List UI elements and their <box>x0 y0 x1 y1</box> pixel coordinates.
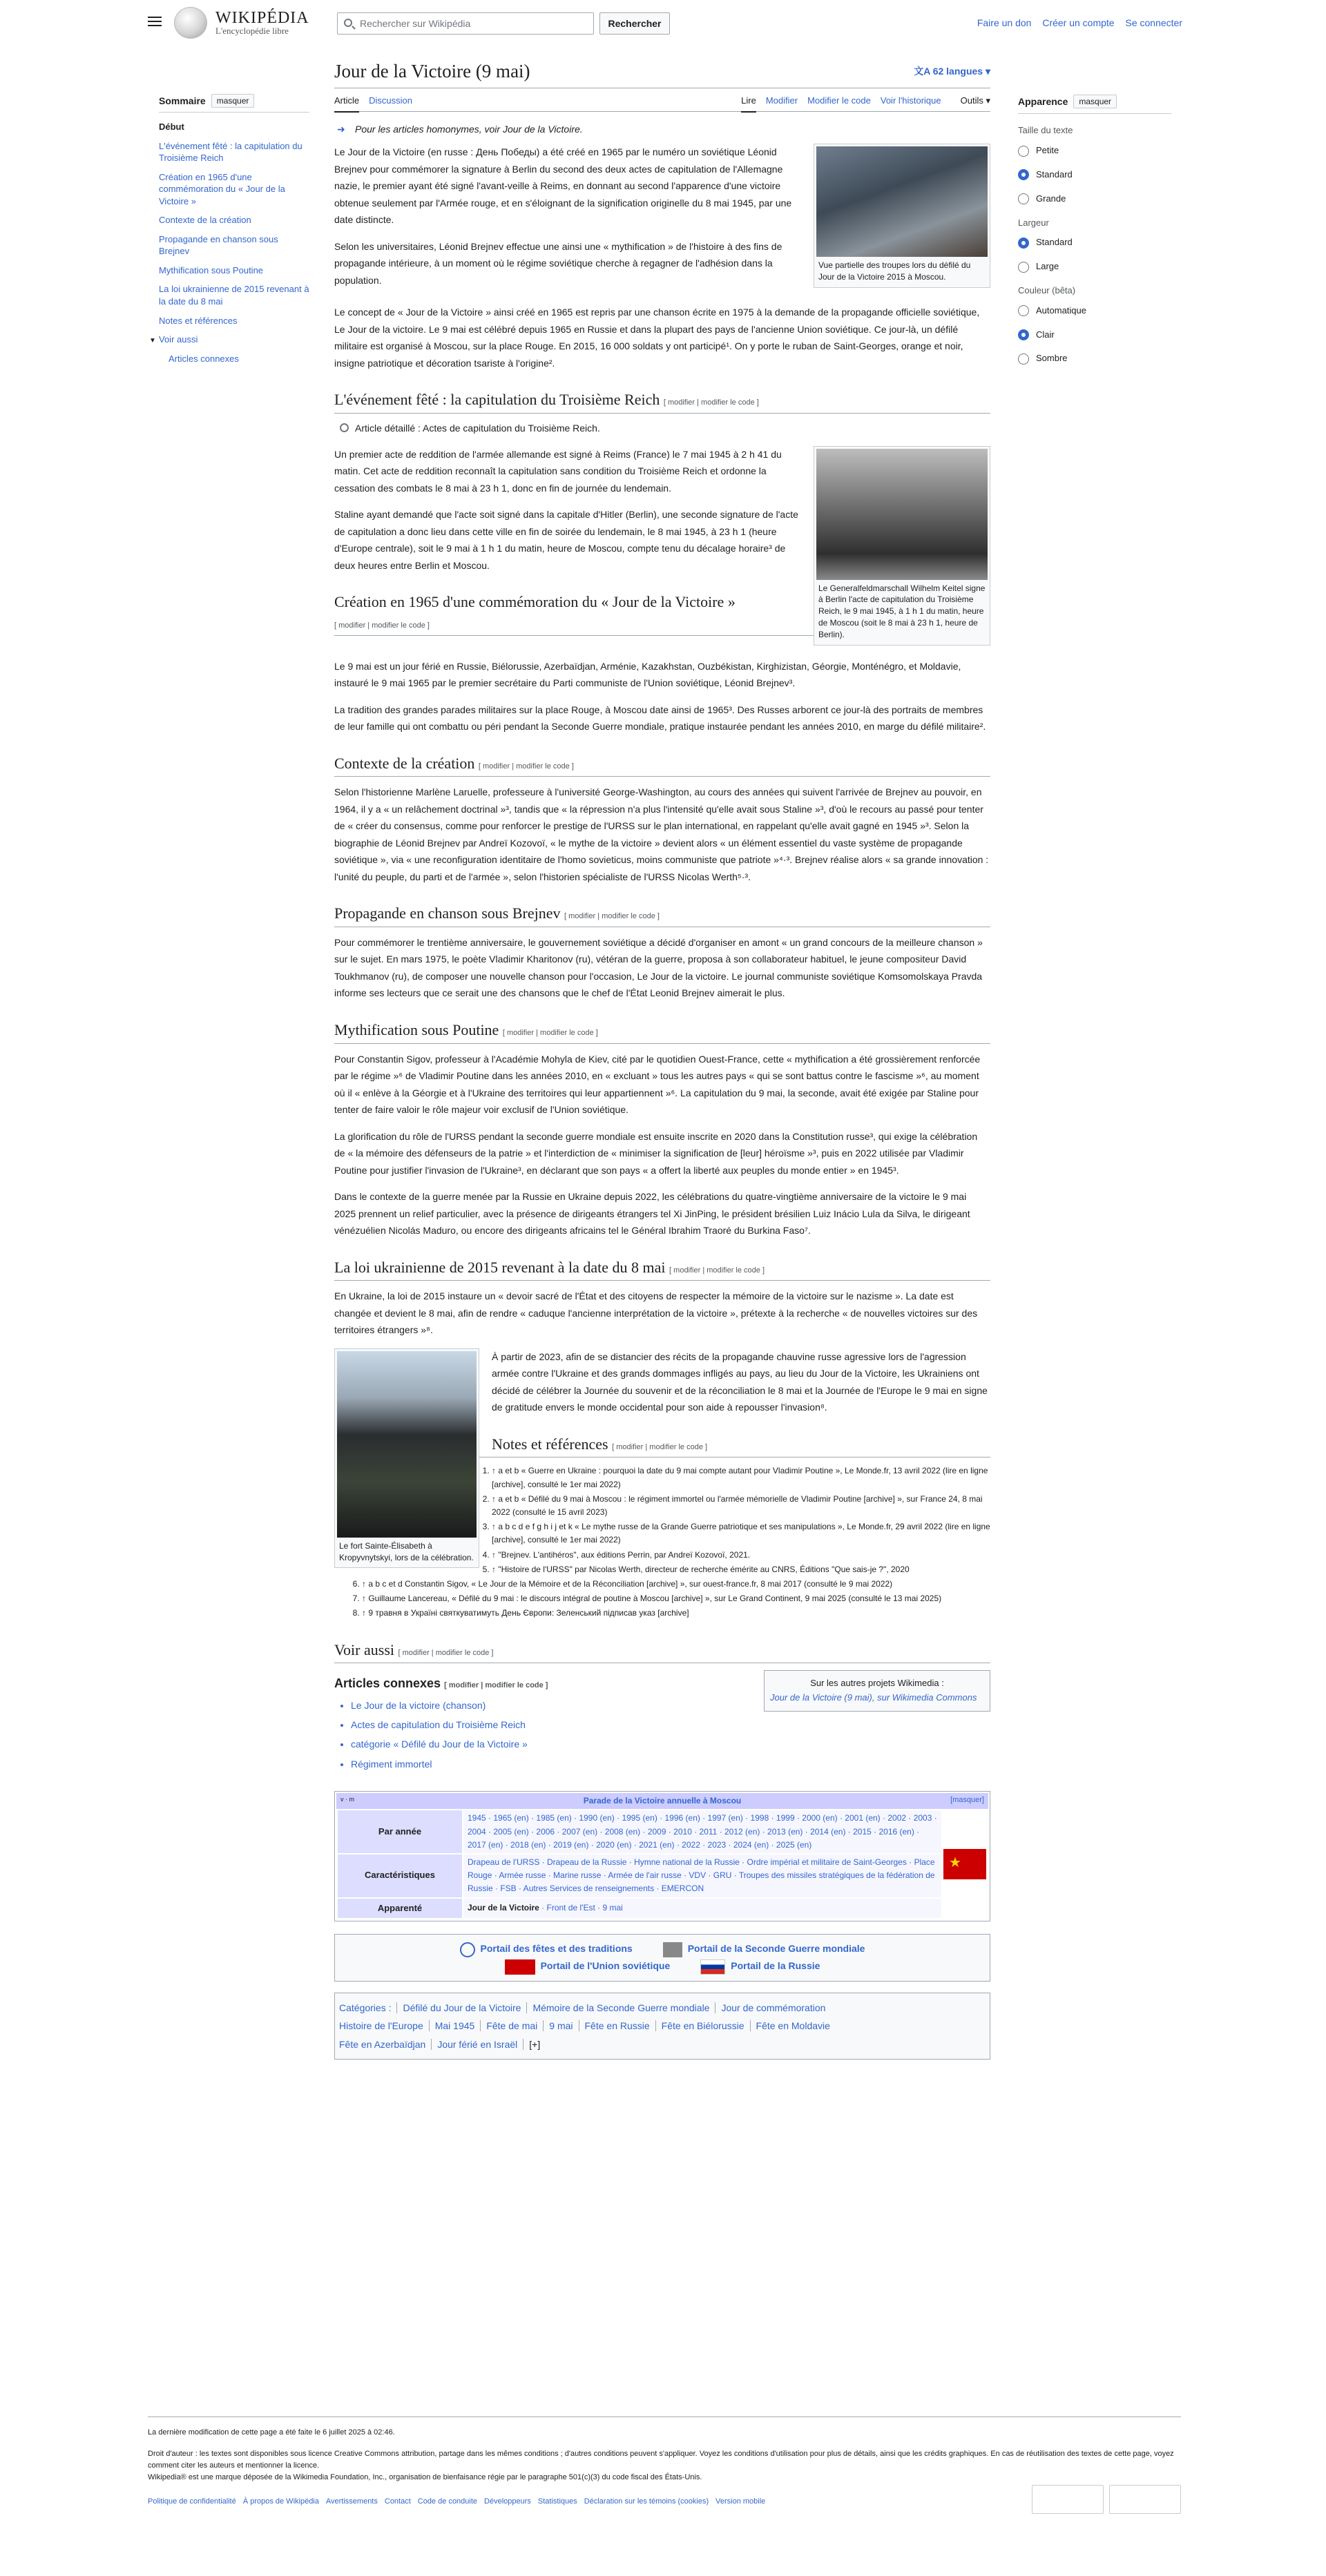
edit-links[interactable]: [ modifier | modifier le code ] <box>564 912 660 921</box>
paragraph: À partir de 2023, afin de se distancier des récits de la propagande chauvine russe agressive lors de l'agression armée contre l'Ukraine et des grands dommages infligés au pays, au lieu du Jour de la Victoire, les Ukrainiens ont décidé de célébrer la Journée du souvenir et de la réconciliation le 8 mai et la Journée de l'Europe le 9 mai en signe de gratitude envers le monde occidental pour son aide à repousser l'invasion⁸. <box>492 1350 988 1413</box>
toc-subitem[interactable]: Articles connexes <box>169 353 239 364</box>
reference-item: 6. ↑ a b c et d Constantin Sigov, « Le Jour de la Mémoire et de la Réconciliation [archive] », sur ouest-france.fr, 8 mai 2017 (consulté le 9 mai 2022) <box>362 1578 990 1591</box>
section-title: Voir aussi <box>334 1640 394 1658</box>
article-content <box>334 59 990 2060</box>
detailed-article-note: Article détaillé : Actes de capitulation du Troisième Reich. <box>355 420 990 436</box>
section-heading <box>334 753 990 777</box>
list-item[interactable]: • Actes de capitulation du Troisième Reich <box>351 1717 990 1732</box>
section-heading <box>334 903 990 927</box>
site-header <box>144 0 1182 44</box>
keitel-image[interactable] <box>816 449 988 580</box>
toc-item[interactable]: Début <box>159 122 184 132</box>
navbox-row <box>338 1899 987 1919</box>
color-option[interactable] <box>1018 304 1171 318</box>
section-heading <box>334 1020 990 1044</box>
user-links <box>969 15 1182 30</box>
toc-item[interactable]: Notes et références <box>159 315 238 326</box>
option-label: Petite <box>1036 145 1059 156</box>
reference-item: 4. ↑ "Brejnev. L'antihéros", aux éditions Perrin, par Andreï Kozovoï, 2021. <box>362 1549 990 1562</box>
portal-link[interactable] <box>505 1960 671 1971</box>
reference-item: 8. ↑ 9 травня в Україні святкуватимуть День Європи: Зеленський підписав указ [archive] <box>362 1607 990 1620</box>
footer-link[interactable]: Déclaration sur les témoins (cookies) <box>584 2497 709 2506</box>
color-option[interactable] <box>1018 351 1171 366</box>
category-link[interactable]: Jour férié en Israël <box>431 2039 523 2050</box>
radio-button[interactable] <box>1018 146 1029 157</box>
text-size-option[interactable] <box>1018 192 1171 206</box>
reference-item: 3. ↑ a b c d e f g h i j et k « Le mythe russe de la Grande Guerre patriotique et ses manipulations », Le Monde.fr, 29 avril 2022 (lire en ligne [archive], consulté le 1er mai 2022) <box>362 1520 990 1547</box>
appearance-panel <box>1018 94 1171 376</box>
search-icon <box>344 19 352 27</box>
related-links[interactable]: · Front de l'Est · 9 mai <box>539 1903 623 1913</box>
intro-paragraph: Le concept de « Jour de la Victoire » ainsi créé en 1965 est repris par une chanson écrite en 1975 à la demande de la propagande officielle soviétique, Le Jour de la victoire. Le 9 mai est célébré depuis 1965 en Russie et dans la plupart des pays de l'ancienne Union soviétique. Ce jour-là, un défilé militaire est organisé à Moscou, sur la place Rouge. En 2015, 16 000 soldats y ont participé¹. On y porte le ruban de Saint-Georges, orange et noir, insigne patriotique et décoration tsariste à l'origine². <box>334 307 980 369</box>
edit-links[interactable]: [ modifier | modifier le code ] <box>398 1648 494 1657</box>
toc-hide-button[interactable]: masquer <box>211 94 255 108</box>
category-link[interactable]: Fête de mai <box>480 2020 543 2031</box>
navbox-row-links[interactable] <box>463 1899 941 1919</box>
section-title: L'événement fêté : la capitulation du Troisième Reich <box>334 391 660 409</box>
image-caption: Le Generalfeldmarschall Wilhelm Keitel signe à Berlin l'acte de capitulation du Troisième Reich, le 9 mai 1945, à 1 h 1 du matin, heure de Moscou (soit le 8 mai à 23 h 1, heure de Berlin). <box>818 583 986 639</box>
mediawiki-badge[interactable] <box>1109 2485 1181 2514</box>
trademark-text: Wikipedia® est une marque déposée de la Wikimedia Foundation, Inc., organisation de bienfaisance régie par le paragraphe 501(c)(3) du code fiscal des États-Unis. <box>148 2473 702 2482</box>
languages-label: 62 langues <box>932 66 983 77</box>
tab-edit[interactable]: Modifier <box>765 95 798 106</box>
footer-link[interactable]: Code de conduite <box>417 2497 478 2506</box>
navbox-hide-button[interactable]: [masquer] <box>950 1796 984 1805</box>
navbox-table <box>336 1809 988 1919</box>
paragraph: Staline ayant demandé que l'acte soit signé dans la capitale d'Hitler (Berlin), une seconde signature de l'acte de capitulation a donc lieu dans cette ville en fin de soirée du lendemain, le 8 mai 1945, à 23 h 1 (heure d'Europe centrale), soit le 9 mai à 1 h 1 du matin, heure de Moscou, compte tenu du décalage horaire³ de deux heures entre Berlin et Moscou. <box>334 509 798 571</box>
page-footer <box>148 2417 1181 2508</box>
edit-links[interactable]: [ modifier | modifier le code ] <box>669 1266 765 1275</box>
navbox-image <box>943 1810 987 1918</box>
tab-article[interactable]: Article <box>334 94 359 113</box>
radio-button[interactable] <box>1018 193 1029 204</box>
table-of-contents <box>149 94 309 371</box>
navbox-row-links[interactable]: 1945 · 1965 (en) · 1985 (en) · 1990 (en) · 1995 (en) · 1996 (en) · 1997 (en) · 1998 · 1999 · 2000 (en) · 2001 (en) · 2002 · 2003 · 2004 · 2005 (en) · 2006 · 2007 (en) · 2008 (en) · 2009 · 2010 · 2011 · 2012 (en) · 2013 (en) · 2014 (en) · 2015 · 2016 (en) · 2017 (en) · 2018 (en) · 2019 (en) · 2020 (en) · 2021 (en) · 2022 · 2023 · 2024 (en) · 2025 (en) <box>463 1810 941 1853</box>
paragraph: Le 9 mai est un jour férié en Russie, Biélorussie, Azerbaïdjan, Arménie, Kazakhstan, Ouzbékistan, Kirghizistan, Géorgie, Monténégro, et Moldavie, instauré le 9 mai 1965 par le premier secrétaire du Parti communiste de l'Union soviétique, Léonid Brejnev³. <box>334 660 961 689</box>
toc-item[interactable]: La loi ukrainienne de 2015 revenant à la date du 8 mai <box>159 284 309 307</box>
page-title-text: Jour de la Victoire (9 mai) <box>334 61 530 81</box>
toc-item-label: Voir aussi <box>159 334 198 345</box>
tab-read[interactable]: Lire <box>741 94 756 113</box>
toc-item[interactable]: Mythification sous Poutine <box>159 264 264 275</box>
fort-image[interactable] <box>337 1351 477 1538</box>
edit-links[interactable]: [ modifier | modifier le code ] <box>502 1028 598 1037</box>
portal-label: Portail de la Russie <box>731 1960 820 1972</box>
ussr-flag-icon <box>505 1959 535 1975</box>
category-expand[interactable]: [+] <box>523 2039 546 2050</box>
commons-link[interactable]: Jour de la Victoire (9 mai), sur Wikimedia Commons <box>770 1692 977 1703</box>
toc-item[interactable]: Propagande en chanson sous Brejnev <box>159 233 278 257</box>
footer-link[interactable]: Version mobile <box>715 2497 766 2506</box>
radio-button[interactable] <box>1018 262 1029 273</box>
color-label: Couleur (bêta) <box>1018 284 1076 296</box>
radio-button[interactable] <box>1018 305 1029 316</box>
portals-box <box>334 1934 990 1981</box>
tools-label: Outils <box>960 95 983 106</box>
category-link[interactable]: Mémoire de la Seconde Guerre mondiale <box>526 2002 715 2013</box>
logo-subtitle: L'encyclopédie libre <box>215 26 289 36</box>
wikipedia-globe-logo[interactable] <box>174 7 207 39</box>
section-heading <box>334 1640 990 1664</box>
category-link[interactable]: 9 mai <box>543 2020 578 2031</box>
image-caption: Le fort Sainte-Élisabeth à Kropyvnytskyi, lors de la célébration. <box>339 1540 474 1562</box>
text-size-option[interactable] <box>1018 144 1171 158</box>
image-thumbnail <box>814 144 990 288</box>
footer-links <box>148 2496 1181 2508</box>
category-link[interactable]: Fête en Azerbaïdjan <box>339 2038 426 2050</box>
option-label: Sombre <box>1036 353 1068 364</box>
portal-label: Portail de l'Union soviétique <box>540 1960 671 1972</box>
navbox-row <box>338 1854 987 1897</box>
logo-title[interactable]: WIKIPÉDIA <box>215 9 309 27</box>
width-option[interactable] <box>1018 235 1171 250</box>
intro-paragraph: Le Jour de la Victoire (en russe : День Победы) a été créé en 1965 par le numéro un soviétique Léonid Brejnev pour commémorer la signature à Berlin du second des deux actes de capitulation de l'Allemagne nazie, le premier ayant été signé l'avant-veille à Reims, en donnant au second l'apparence d'une victoire obtenue seulement par l'Armée rouge, et en s'éloignant de la signification originelle du 8 mai 1945, par une date distincte. <box>334 146 792 226</box>
image-thumbnail <box>814 446 990 646</box>
option-label: Standard <box>1036 237 1073 248</box>
footer-link[interactable]: Statistiques <box>537 2497 577 2506</box>
text-size-option[interactable] <box>1018 168 1171 182</box>
list-item[interactable]: • catégorie « Défilé du Jour de la Victoire » <box>351 1736 990 1752</box>
category-link[interactable]: Mai 1945 <box>429 2020 481 2031</box>
toc-title: Sommaire <box>159 95 206 106</box>
list-item[interactable]: • Régiment immortel <box>351 1756 990 1772</box>
page-tabs <box>334 88 990 112</box>
width-option[interactable] <box>1018 260 1171 274</box>
section-heading <box>334 389 990 414</box>
edit-links[interactable]: [ modifier | modifier le code ] <box>663 398 759 407</box>
category-link[interactable]: Jour de commémoration <box>715 2002 831 2013</box>
footer-link[interactable]: Contact <box>384 2497 411 2506</box>
portal-link[interactable] <box>460 1943 633 1954</box>
paragraph: La glorification du rôle de l'URSS pendant la seconde guerre mondiale est ensuite inscrite en 2020 dans la Constitution russe³, qui exige la célébration de « la mémoire des défenseurs de la patrie » et l'interdiction de « minimiser la signification de [leur] héroïsme »³, puis en 2022 utilisée par Vladimir Poutine pour justifier l'invasion de l'Ukraine³, en déclarant que son pays « a offert la liberté aux peuples du monde entier » en 1945³. <box>334 1130 978 1176</box>
license-text: Droit d'auteur : les textes sont disponibles sous licence Creative Commons attribution, partage dans les mêmes conditions ; d'autres conditions peuvent s'appliquer. Voyez les conditions d'utilisation pour plus de détails, ainsi que les crédits graphiques. En cas de réutilisation des textes de cette page, voyez comment citer les auteurs et mentionner la licence. <box>148 2450 1174 2470</box>
celebration-icon <box>460 1942 475 1957</box>
image-thumbnail <box>334 1348 479 1569</box>
paragraph: Pour Constantin Sigov, professeur à l'Académie Mohyla de Kiev, cité par le quotidien Ouest-France, cette « mythification a été grossièrement renforcée par le régime »⁶ de Vladimir Poutine dans les années 2010, en « excluant » tous les autres pays « qui se sont battus contre le fascisme »⁶, au moment où il « enlève à la Géorgie et à l'Ukraine des territoires qui leur appartiennent »⁶. La capitulation du 9 mai, la seconde, avait été exigée par Staline pour tenter de faire valoir le rôle majeur voir exclusif de l'Union soviétique. <box>334 1053 981 1116</box>
navbox-vte[interactable]: v · m <box>340 1796 354 1803</box>
login-link[interactable]: Se connecter <box>1125 17 1182 28</box>
ww2-icon <box>663 1942 682 1957</box>
paragraph: Dans le contexte de la guerre menée par la Russie en Ukraine depuis 2022, les célébrations du quatre-vingtième anniversaire de la victoire le 9 mai 2025 prennent un relief particulier, avec la présence de dirigeants étrangers tel Xi JinPing, le président brésilien Luiz Inácio Lula da Silva, le dirigeant vénézuélien Nicolás Maduro, ou encore des dirigeants africains tel le Général Ibrahim Traoré du Burkina Faso⁷. <box>334 1191 970 1237</box>
paragraph: La tradition des grandes parades militaires sur la place Rouge, à Moscou date ainsi de 1965³. Des Russes arborent ce jour-là des portraits de membres de leur famille qui ont combattu ou péri pendant la Seconde Guerre mondiale, pratique instaurée pendant les années 2010, en marge du défilé militaire². <box>334 704 986 733</box>
section-title: La loi ukrainienne de 2015 revenant à la date du 8 mai <box>334 1258 666 1276</box>
navbox-title <box>336 1793 988 1809</box>
toc-item[interactable]: Contexte de la création <box>159 215 251 226</box>
paragraph: Pour commémorer le trentième anniversaire, le gouvernement soviétique a décidé d'organiser en amont « un grand concours de la meilleure chanson » sur le sujet. En mars 1975, le poète Vladimir Kharitonov (ru), vétéran de la guerre, proposa à son collaborateur habituel, le jeune compositeur David Toukhmanov (ru), de composer une nouvelle chanson pour l'occasion, Le Jour de la victoire. Le journal communiste soviétique Komsomolskaya Pravda informe ses lecteurs que ce serait une des chansons que le chef de l'État Leonid Brejnev aimerait le plus. <box>334 936 983 999</box>
donate-link[interactable]: Faire un don <box>977 17 1032 28</box>
parade-image[interactable] <box>816 146 988 257</box>
tab-discussion[interactable]: Discussion <box>369 95 412 106</box>
category-link[interactable]: Histoire de l'Europe <box>339 2020 423 2032</box>
option-label: Standard <box>1036 168 1073 180</box>
category-link[interactable]: Fête en Moldavie <box>750 2020 836 2031</box>
appearance-hide-button[interactable]: masquer <box>1073 95 1117 108</box>
victory-emblem-icon <box>943 1849 986 1879</box>
reference-item: 2. ↑ a et b « Défilé du 9 mai à Moscou : le régiment immortel ou l'armée mémorielle de Vladimir Poutine [archive] », sur France 24, 8 mai 2022 (consulté le 15 avril 2023) <box>362 1493 990 1519</box>
intro-paragraph: Selon les universitaires, Léonid Brejnev effectue une ainsi une « mythification » de l'histoire à des fins de propagande intérieure, à un moment où le régime soviétique cherche à regagner de l'adhésion dans la population. <box>334 240 782 286</box>
section-heading <box>334 1257 990 1281</box>
footer-link[interactable]: Avertissements <box>325 2497 378 2506</box>
portal-link[interactable] <box>700 1960 820 1971</box>
reference-item: 7. ↑ Guillaume Lancereau, « Défilé du 9 mai : le discours intégral de poutine à Moscou [archive] », sur Le Grand Continent, 9 mai 2025 (consulté le 13 mai 2025) <box>362 1592 990 1605</box>
toc-header <box>159 94 309 113</box>
section-title: Mythification sous Poutine <box>334 1020 499 1038</box>
page-title <box>334 59 990 88</box>
paragraph: Selon l'historienne Marlène Laruelle, professeure à l'université George-Washington, au cours des années qui suivent l'arrivée de Brejnev au pouvoir, en 1964, il y a « un relâchement doctrinal »³, tandis que « la répression n'a plus l'intensité qu'elle avait sous Staline »³, d'où le recours au passé pour tenter de « créer du consensus, comme pour renforcer le prestige de l'URSS sur le plan international, en rappelant qu'elle avait gagné en 1945 »³. Selon la biographie de Léonid Brejnev par Andreï Kozovoï, « le mythe de la victoire » devient alors « un élément essentiel du vaste système de propagande soviétique », via « une reconfiguration identitaire de l'homo sovieticus, moins communiste que patriote »⁴·³. Brejnev réalise alors « sa grande innovation : l'unité du peuple, du parti et de l'armée », selon l'historien spécialiste de l'URSS Nicolas Werth⁵·³. <box>334 786 989 882</box>
categories-box <box>334 1993 990 2060</box>
option-label: Automatique <box>1036 304 1086 316</box>
section-title: Création en 1965 d'une commémoration du « Jour de la Victoire » <box>334 593 736 611</box>
navbox-row-label: Caractéristiques <box>338 1854 462 1897</box>
option-label: Grande <box>1036 193 1066 204</box>
option-label: Large <box>1036 261 1059 272</box>
navbox-title-link[interactable]: Parade de la Victoire annuelle à Moscou <box>583 1796 742 1806</box>
navbox <box>334 1791 990 1921</box>
navbox-row <box>338 1810 987 1853</box>
tools-menu[interactable]: Outils ▾ <box>951 94 990 114</box>
wikimedia-badge[interactable] <box>1032 2485 1104 2514</box>
portal-label: Portail de la Seconde Guerre mondiale <box>687 1943 865 1955</box>
portal-label: Portail des fêtes et des traditions <box>480 1943 633 1955</box>
toc-item[interactable]: L'événement fêté : la capitulation du Troisième Reich <box>159 140 302 164</box>
tab-edit-code[interactable]: Modifier le code <box>807 95 871 106</box>
toc-item-voir-aussi[interactable] <box>149 333 309 346</box>
radio-button[interactable] <box>1018 354 1029 365</box>
navbox-row-label: Apparenté <box>338 1899 462 1919</box>
footer-link[interactable]: Politique de confidentialité <box>148 2497 236 2506</box>
paragraph: En Ukraine, la loi de 2015 instaure un « devoir sacré de l'État et des citoyens de respecter la mémoire de la victoire sur le nazisme ». La date est changée et devient le 8 mai, afin de rendre « caduque l'ancienne interprétation de la victoire », prétexte à la recherche « de nouvelles victoires sur des territoires étrangers »⁸. <box>334 1290 978 1336</box>
radio-button-selected[interactable] <box>1018 329 1029 340</box>
languages-button[interactable]: 文A 62 langues ▾ <box>914 66 990 77</box>
portal-row <box>340 1957 984 1975</box>
section-title: Contexte de la création <box>334 754 475 772</box>
russia-flag-icon <box>700 1959 725 1975</box>
category-link[interactable]: Fête en Russie <box>579 2020 655 2031</box>
portal-row <box>340 1940 984 1957</box>
radio-button-selected[interactable] <box>1018 238 1029 249</box>
color-option[interactable] <box>1018 328 1171 342</box>
edit-links[interactable]: [ modifier | modifier le code ] <box>478 762 574 771</box>
navbox-row-label: Par année <box>338 1810 462 1853</box>
sister-projects-box <box>764 1670 990 1712</box>
footer-link[interactable]: Développeurs <box>484 2497 531 2506</box>
edit-links[interactable]: [ modifier | modifier le code ] <box>334 621 430 630</box>
category-link[interactable]: Fête en Biélorussie <box>655 2020 750 2031</box>
search-button[interactable]: Rechercher <box>599 12 670 35</box>
width-label: Largeur <box>1018 217 1049 228</box>
hatnote: ➜ Pour les articles homonymes, voir Jour de la Victoire. <box>355 122 990 137</box>
last-modified: La dernière modification de cette page a été faite le 6 juillet 2025 à 02:46. <box>148 2428 395 2437</box>
appearance-title: Apparence <box>1018 96 1068 107</box>
reference-item: 5. ↑ "Histoire de l'URSS" par Nicolas Werth, directeur de recherche émérite au CNRS, Éditions "Que sais-je ?", 2020 <box>362 1563 990 1576</box>
navbox-row-links[interactable]: Drapeau de l'URSS · Drapeau de la Russie · Hymne national de la Russie · Ordre impérial et militaire de Saint-Georges · Place Rouge · Armée russe · Marine russe · Armée de l'air russe · VDV · GRU · Troupes des missiles stratégiques de la fédération de Russie · FSB · Autres Services de renseignements · EMERCON <box>463 1854 941 1897</box>
category-link[interactable]: Défilé du Jour de la Victoire <box>396 2002 526 2013</box>
list-item[interactable]: • Le Jour de la victoire (chanson) <box>351 1698 990 1713</box>
tab-history[interactable]: Voir l'historique <box>880 95 941 106</box>
footer-link[interactable]: À propos de Wikipédia <box>242 2497 319 2506</box>
reference-item: 1. ↑ a et b « Guerre en Ukraine : pourquoi la date du 9 mai compte autant pour Vladimir Poutine », Le Monde.fr, 13 avril 2022 (lire en ligne [archive], consulté le 1er mai 2022) <box>362 1464 990 1491</box>
main-menu-icon[interactable] <box>146 14 163 29</box>
toc-item[interactable]: Création en 1965 d'une commémoration du « Jour de la Victoire » <box>159 171 285 206</box>
section-title: Propagande en chanson sous Brejnev <box>334 904 561 922</box>
text-size-label: Taille du texte <box>1018 125 1073 136</box>
edit-links[interactable]: [ modifier | modifier le code ] <box>444 1681 548 1690</box>
chevron-down-icon[interactable]: ▼ <box>149 337 156 345</box>
create-account-link[interactable]: Créer un compte <box>1042 17 1115 28</box>
current-page-label: Jour de la Victoire <box>468 1903 539 1913</box>
option-label: Clair <box>1036 329 1055 340</box>
search-placeholder: Rechercher sur Wikipédia <box>360 18 471 29</box>
appearance-header <box>1018 94 1171 114</box>
image-caption: Vue partielle des troupes lors du défilé du Jour de la Victoire 2015 à Moscou. <box>818 260 971 282</box>
search-input[interactable] <box>337 12 594 35</box>
sister-projects-title: Sur les autres projets Wikimedia : <box>810 1678 944 1689</box>
paragraph: Un premier acte de reddition de l'armée allemande est signé à Reims (France) le 7 mai 1945 à 2 h 41 du matin. Cet acte de reddition reconnaît la capitulation sans condition du Troisième Reich et ordonne la cessation des combats le 8 mai à 23 h 1, donc en fin de journée du lendemain. <box>334 448 782 494</box>
edit-links[interactable]: [ modifier | modifier le code ] <box>612 1442 708 1451</box>
portal-link[interactable] <box>663 1943 865 1954</box>
categories-label[interactable]: Catégories : <box>339 2002 392 2013</box>
section-title: Notes et références <box>492 1435 608 1453</box>
radio-button-selected[interactable] <box>1018 169 1029 180</box>
subsection-title: Articles connexes <box>334 1676 441 1691</box>
